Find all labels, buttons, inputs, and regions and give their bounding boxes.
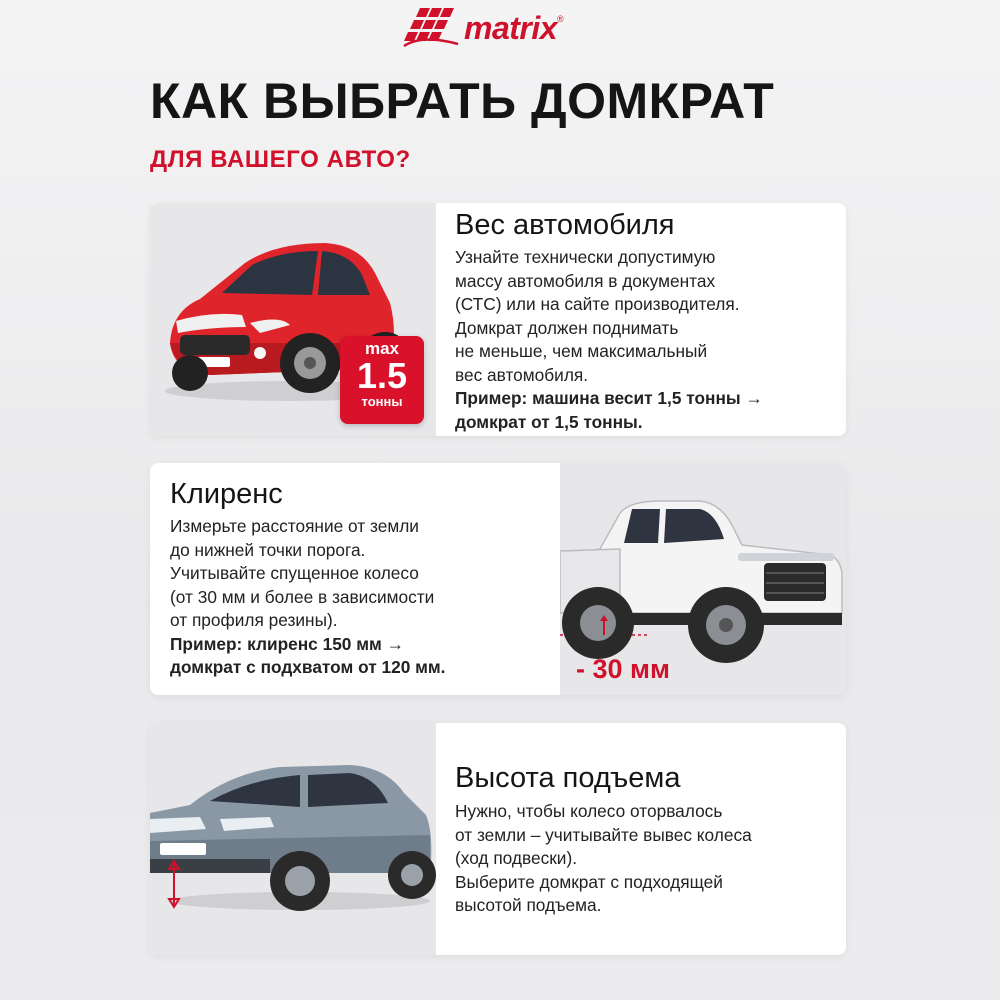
card-heading: Высота подъема <box>455 762 681 794</box>
badge-unit: тонны <box>361 394 403 409</box>
body-line: Домкрат должен поднимать <box>455 317 679 338</box>
body-line: не меньше, чем максимальный <box>455 341 708 361</box>
example-line: Пример: клиренс 150 мм → <box>170 633 404 654</box>
registered-mark: ® <box>557 14 564 24</box>
card-body <box>455 800 752 918</box>
body-line: Измерьте расстояние от земли <box>170 516 419 536</box>
body-line: (от 30 мм и более в зависимости <box>170 586 435 607</box>
card-vehicle-weight <box>150 203 846 436</box>
body-line: массу автомобиля в документах <box>455 270 716 291</box>
card-ground-clearance <box>150 463 846 695</box>
card-body <box>170 515 445 680</box>
card-heading: Клиренс <box>170 478 283 510</box>
body-line: (СТС) или на сайте производителя. <box>455 294 740 314</box>
body-line: от земли – учитывайте вывес колеса <box>455 824 752 845</box>
max-weight-badge <box>340 336 424 424</box>
logo-wordmark: matrix <box>464 9 558 46</box>
badge-value: 1.5 <box>356 355 408 396</box>
page-subtitle: ДЛЯ ВАШЕГО АВТО? <box>150 146 411 173</box>
body-line: от профиля резины). <box>170 610 338 630</box>
grey-crossover-suv-icon <box>150 723 436 955</box>
body-line: высотой подъема. <box>455 895 602 915</box>
matrix-grid-logo-icon <box>402 4 460 52</box>
card-photo <box>150 723 436 955</box>
body-line: (ход подвески). <box>455 848 577 868</box>
example-line: домкрат от 1,5 тонны. <box>455 411 643 432</box>
card-heading: Вес автомобиля <box>455 209 675 241</box>
example-line: домкрат с подхватом от 120 мм. <box>170 657 446 677</box>
matrix-logo <box>402 2 602 54</box>
example-line: Пример: машина весит 1,5 тонны → <box>455 388 763 408</box>
clearance-reduction-label: - 30 мм <box>576 654 670 684</box>
body-line: вес автомобиля. <box>455 364 589 385</box>
body-line: Нужно, чтобы колесо оторвалось <box>455 801 723 821</box>
body-line: Выберите домкрат с подходящей <box>455 871 723 892</box>
badge-max-label: max <box>364 339 400 358</box>
body-line: Учитывайте спущенное колесо <box>170 563 419 583</box>
page-title: КАК ВЫБРАТЬ ДОМКРАТ <box>150 73 775 129</box>
body-line: Узнайте технически допустимую <box>455 247 716 267</box>
card-lift-height <box>150 723 846 955</box>
card-body <box>455 246 763 434</box>
body-line: до нижней точки порога. <box>170 539 366 560</box>
